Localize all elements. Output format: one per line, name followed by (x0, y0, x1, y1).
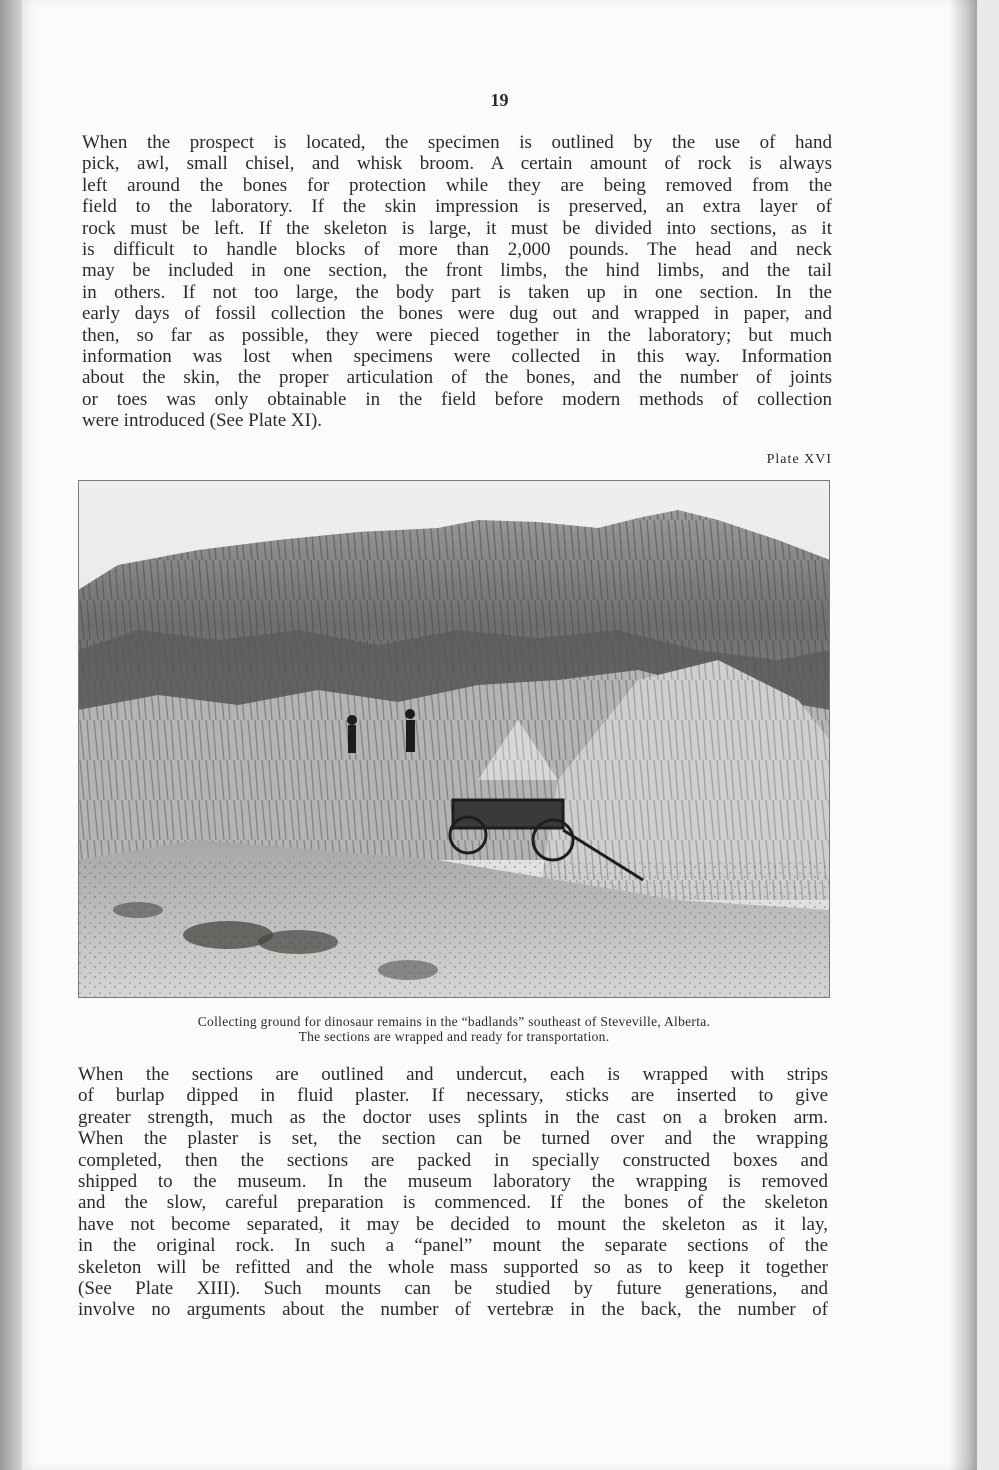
text-line: in others. If not too large, the body part is taken up in one section. In the (82, 281, 832, 303)
text-line: then, so far as possible, they were pieced together in the laboratory; but much (82, 324, 832, 346)
text-line: is difficult to handle blocks of more than 2,000 pounds. The head and neck (82, 239, 832, 261)
text-line: completed, then the sections are packed in specially constructed boxes and (78, 1149, 828, 1171)
text-line: and the slow, careful preparation is commenced. If the bones of the skeleton (78, 1192, 828, 1214)
text-line: pick, awl, small chisel, and whisk broom. A certain amount of rock is always (82, 153, 832, 175)
text-line: rock must be left. If the skeleton is large, it must be divided into sections, as it (82, 217, 832, 239)
text-line: left around the bones for protection while they are being removed from the (82, 174, 832, 196)
page-edge-shadow (949, 0, 977, 1470)
text-line: have not become separated, it may be decided to mount the skeleton as it lay, (78, 1213, 828, 1235)
paragraph-2 (78, 1064, 828, 1321)
text-line: in the original rock. In such a “panel” mount the separate sections of the (78, 1235, 828, 1257)
text-line: or toes was only obtainable in the field before modern methods of collection (82, 388, 832, 410)
page-gutter-shadow (0, 0, 24, 1470)
page-number: 19 (490, 90, 509, 110)
text-line: early days of fossil collection the bones were dug out and wrapped in paper, and (82, 303, 832, 325)
text-line: were introduced (See Plate XI). (82, 410, 323, 432)
plate-label: Plate XVI (766, 452, 832, 467)
text-line: may be included in one section, the front limbs, the hind limbs, and the tail (82, 260, 832, 282)
text-line: field to the laboratory. If the skin impression is preserved, an extra layer of (82, 196, 832, 218)
text-line: greater strength, much as the doctor uses splints in the cast on a broken arm. (78, 1106, 828, 1128)
text-line: information was lost when specimens were collected in this way. Information (82, 346, 832, 368)
paragraph-1 (82, 132, 832, 432)
text-line: involve no arguments about the number of vertebræ in the back, the number of (78, 1299, 828, 1321)
text-line: (See Plate XIII). Such mounts can be studied by future generations, and (78, 1278, 828, 1300)
badlands-photo-illustration (78, 480, 830, 998)
caption-line: The sections are wrapped and ready for transportation. (298, 1029, 610, 1044)
caption-line: Collecting ground for dinosaur remains in the “badlands” southeast of Steveville, Alberta. (197, 1014, 711, 1029)
badlands-photograph (78, 480, 830, 998)
text-line: When the sections are outlined and undercut, each is wrapped with strips (78, 1064, 828, 1085)
text-line: skeleton will be refitted and the whole mass supported so as to keep it together (78, 1256, 828, 1278)
text-line: about the skin, the proper articulation of the bones, and the number of joints (82, 367, 832, 389)
text-line: When the plaster is set, the section can be turned over and the wrapping (78, 1128, 828, 1150)
text-line: shipped to the museum. In the museum laboratory the wrapping is removed (78, 1171, 828, 1193)
text-line: of burlap dipped in fluid plaster. If necessary, sticks are inserted to give (78, 1085, 828, 1107)
photo-caption (78, 1014, 830, 1044)
text-line: When the prospect is located, the specimen is outlined by the use of hand (82, 132, 832, 153)
